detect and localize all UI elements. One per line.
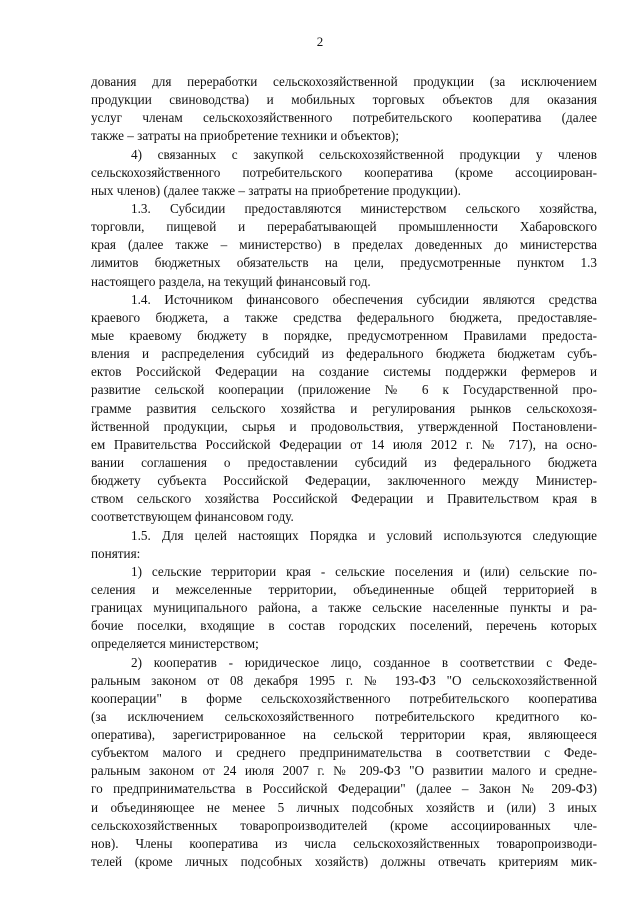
text-line: ральным законом от 08 декабря 1995 г. № 193-ФЗ "О сельскохозяйственной [91,672,597,688]
text-line: грамме развития сельского хозяйства и регулирования рынков сельскохозя- [91,400,597,416]
text-line: субъектом малого и среднего предпринимательства в соответствии с Феде- [91,745,597,761]
text-line: лимитов бюджетных обязательств на цели, предусмотренные пунктом 1.3 [91,255,597,271]
text-line: бочие поселки, входящие в состав городских поселений, перечень которых [91,618,597,634]
text-line: торговли, пищевой и перерабатывающей промышленности Хабаровского [91,219,597,235]
text-line: вления и распределения субсидий из федерального бюджета бюджетам субъ- [91,346,597,362]
text-line: соответствующем финансовом году. [91,509,294,525]
text-line: 4) связанных с закупкой сельскохозяйственной продукции у членов [131,146,597,162]
text-line: определяется министерством; [91,636,259,652]
text-line: бюджету субъекта Российской Федерации, заключенного между Министер- [91,473,597,489]
text-line: границах муниципального района, а также сельские населенные пункты и ра- [91,600,597,616]
document-body [91,73,597,871]
text-line: сельскохозяйственных товаропроизводителей (кроме ассоциированных чле- [91,817,597,833]
page-number: 2 [316,34,324,49]
text-line: края (далее также – министерство) в пределах доведенных до министерства [91,237,597,253]
text-line: вании соглашения о предоставлении субсидий из федерального бюджета [91,454,597,470]
text-line: и объединяющее не менее 5 личных подсобных хозяйств и (или) 3 иных [91,799,597,815]
text-line: кооперации" в форме сельскохозяйственного потребительского кооператива [91,690,597,706]
text-line: дования для переработки сельскохозяйственной продукции (за исключением [91,74,597,89]
text-line: 1.3. Субсидии предоставляются министерством сельского хозяйства, [131,200,597,216]
text-line: ем Правительства Российской Федерации от 14 июля 2012 г. № 717), на осно- [91,436,597,452]
text-line: 1.5. Для целей настоящих Порядка и условий используются следующие [131,527,597,543]
text-line: телей (кроме личных подсобных хозяйств) должны отвечать критериям мик- [91,854,597,870]
text-line: понятия: [91,545,141,561]
text-line: ектов Российской Федерации на создание системы поддержки фермеров и [91,364,597,380]
text-line: селения и межселенные территории, объединенные общей территорией в [91,581,597,597]
text-line: развитие сельской кооперации (приложение № 6 к Государственной про- [91,382,597,398]
text-line: 2) кооператив - юридическое лицо, созданное в соответствии с Феде- [131,654,597,670]
text-line: оператива), зарегистрированное на сельской территории края, являющееся [91,727,597,743]
text-line: ством сельского хозяйства Российской Федерации и Правительством края в [91,491,597,507]
text-line: услуг членам сельскохозяйственного потребительского кооператива (далее [91,110,597,126]
text-line: йственной продукции, сырья и продовольствия, утвержденной Постановлени- [91,418,597,434]
text-line: настоящего раздела, на текущий финансовый год. [91,273,371,289]
text-line: ральным законом от 24 июля 2007 г. № 209-ФЗ "О развитии малого и средне- [91,763,597,779]
text-line: го предпринимательства в Российской Федерации" (далее – Закон № 209-ФЗ) [91,781,597,797]
text-line: нов). Члены кооператива из числа сельскохозяйственных товаропроизводи- [91,835,597,851]
text-line: ных членов) (далее также – затраты на приобретение продукции). [91,182,461,198]
text-line: (за исключением сельскохозяйственного потребительского кредитного ко- [91,708,597,724]
text-line: 1) сельские территории края - сельские поселения и (или) сельские по- [131,563,597,579]
text-line: краевого бюджета, а также средства федерального бюджета, предоставляе- [91,309,597,325]
text-line: сельскохозяйственного потребительского кооператива (кроме ассоциирован- [91,164,597,180]
text-line: также – затраты на приобретение техники и объектов); [91,128,399,144]
text-line: мые краевому бюджету в порядке, предусмотренном Правилами предоста- [91,327,597,343]
text-line: 1.4. Источником финансового обеспечения субсидии являются средства [131,291,597,307]
text-line: продукции свиноводства) и мобильных торговых объектов для оказания [91,92,597,108]
